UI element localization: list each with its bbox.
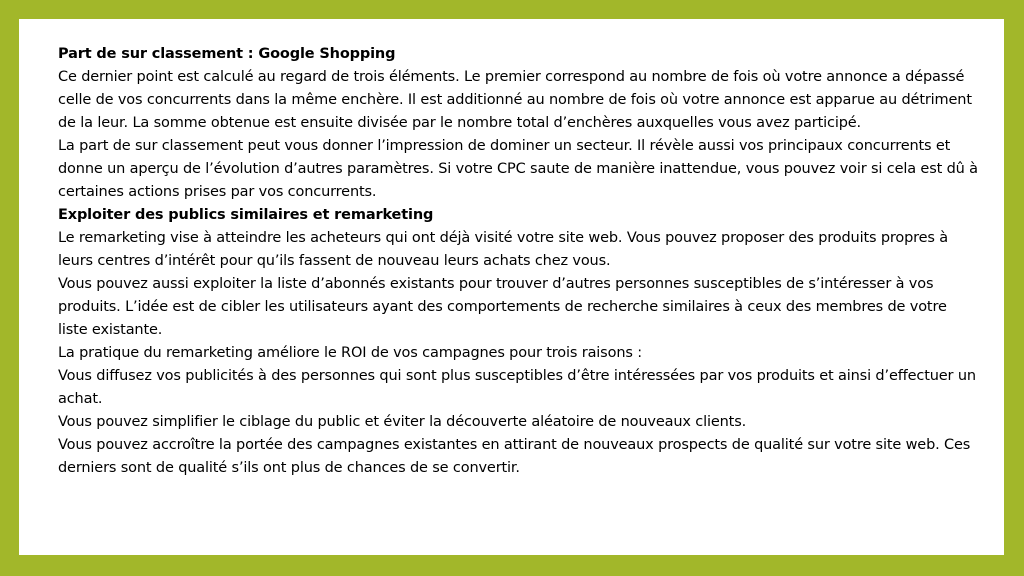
paragraph-reason-3: Vous pouvez accroître la portée des campagnes existantes en attirant de nouveaux prospects de qualité sur votre site web. Ces derniers sont de qualité s’ils ont plus de chances de se convertir. <box>58 437 971 476</box>
paragraph-remarketing-intro: Le remarketing vise à atteindre les acheteurs qui ont déjà visité votre site web. Vous pouvez proposer des produits propres à leurs centres d’intérêt pour qu’ils fassent de nouveau leurs achats chez vous. <box>58 230 949 269</box>
paragraph-calculation: Ce dernier point est calculé au regard de trois éléments. Le premier correspond au nombre de fois où votre annonce a dépassé celle de vos concurrents dans la même enchère. Il est additionné au nombre de fois où votre annonce est apparue au détriment de la leur. La somme obtenue est ensuite divisée par le nombre total d’enchères auxquelles vous avez participé. <box>58 69 972 131</box>
slide <box>19 19 1004 555</box>
section-heading-remarketing: Exploiter des publics similaires et remarketing <box>58 207 434 223</box>
paragraph-roi-intro: La pratique du remarketing améliore le ROI de vos campagnes pour trois raisons : <box>58 345 642 361</box>
text-body <box>58 43 978 480</box>
paragraph-subscriber-list: Vous pouvez aussi exploiter la liste d’abonnés existants pour trouver d’autres personnes susceptibles de s’intéresser à vos produits. L’idée est de cibler les utilisateurs ayant des comportements de recherche similaires à ceux des membres de votre liste existante. <box>58 276 947 338</box>
paragraph-impression: La part de sur classement peut vous donner l’impression de dominer un secteur. Il révèle aussi vos principaux concurrents et donne un aperçu de l’évolution d’autres paramètres. Si votre CPC saute de manière inattendue, vous pouvez voir si cela est dû à certaines actions prises par vos concurrents. <box>58 138 978 200</box>
paragraph-reason-2: Vous pouvez simplifier le ciblage du public et éviter la découverte aléatoire de nouveaux clients. <box>58 414 747 430</box>
section-heading-google-shopping: Part de sur classement : Google Shopping <box>58 46 396 62</box>
paragraph-reason-1: Vous diffusez vos publicités à des personnes qui sont plus susceptibles d’être intéressées par vos produits et ainsi d’effectuer un achat. <box>58 368 976 407</box>
